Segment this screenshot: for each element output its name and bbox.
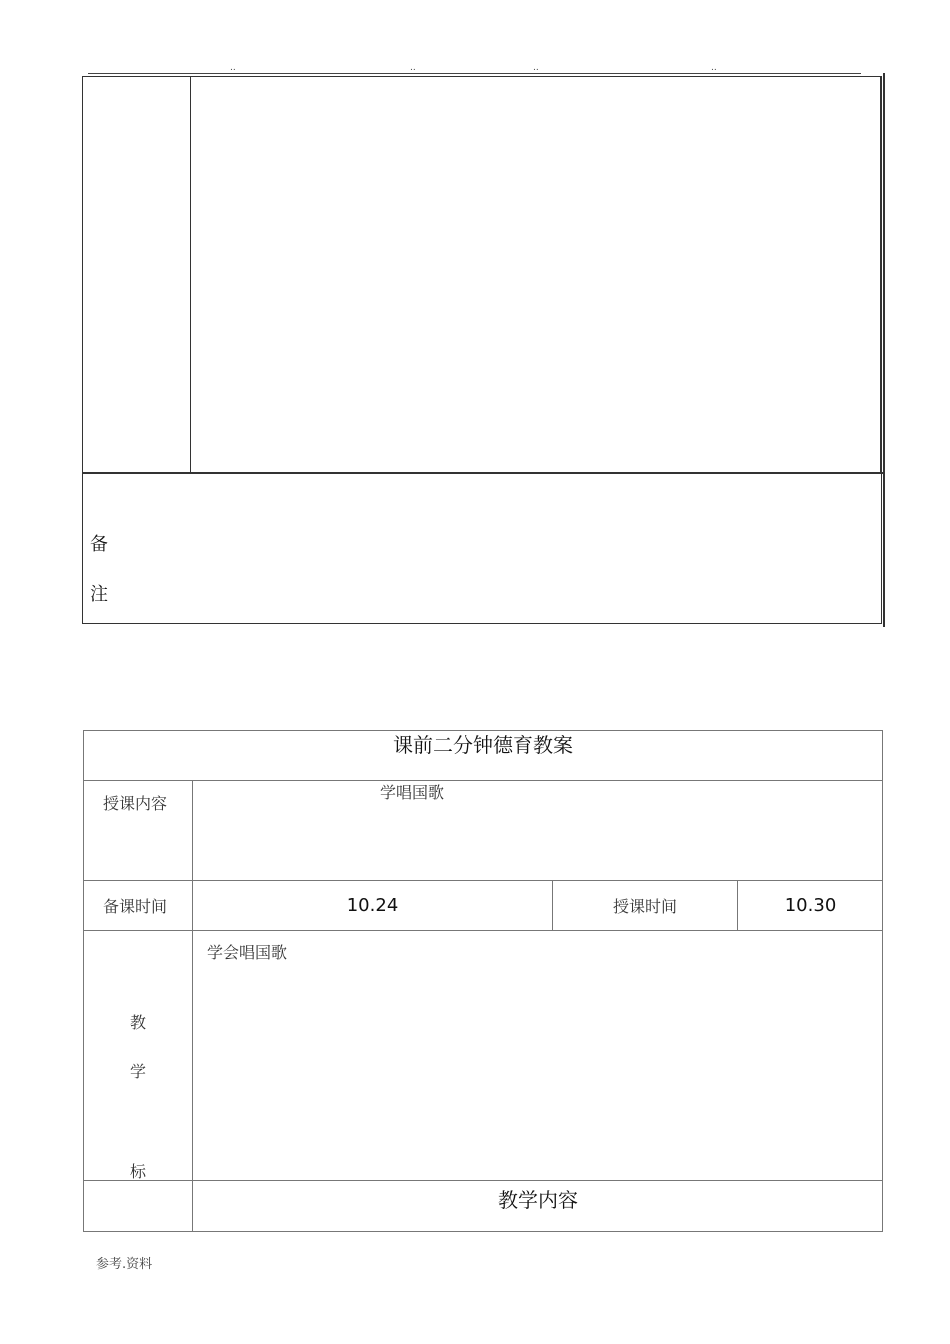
footer-text: 参考.资料 — [96, 1257, 153, 1272]
header-mark: .. — [711, 63, 717, 73]
teach-time-value: 10.30 — [784, 895, 837, 916]
goal-label-char: 教 — [130, 1013, 147, 1032]
remarks-label: 备 — [90, 534, 108, 555]
row-divider — [83, 930, 883, 931]
header-mark: .. — [410, 63, 416, 73]
goal-label-char: 学 — [130, 1062, 147, 1081]
row-divider — [83, 780, 883, 781]
upper-table-inner-border — [880, 76, 881, 473]
teach-time-label: 授课时间 — [612, 897, 677, 916]
row-divider — [83, 880, 883, 881]
teaching-content-heading: 教学内容 — [498, 1188, 578, 1212]
header-rule — [88, 73, 861, 74]
goal-value: 学会唱国歌 — [207, 943, 288, 962]
prep-time-value: 10.24 — [346, 895, 399, 916]
upper-table-column-divider — [190, 76, 191, 473]
remarks-label: 注 — [90, 584, 108, 605]
upper-table-row-divider — [82, 472, 883, 474]
content-label: 授课内容 — [103, 794, 168, 813]
upper-table-outer-edge — [883, 73, 885, 627]
upper-table — [82, 76, 882, 624]
content-value: 学唱国歌 — [380, 783, 445, 802]
column-divider — [192, 780, 193, 1232]
row-divider — [83, 1180, 883, 1181]
prep-time-label: 备课时间 — [103, 897, 168, 916]
lesson-plan-title: 课前二分钟德育教案 — [393, 733, 573, 757]
header-mark: .. — [533, 63, 539, 73]
lesson-plan-table — [83, 730, 883, 1232]
goal-label-char: 标 — [130, 1162, 147, 1181]
header-mark: .. — [230, 63, 236, 73]
